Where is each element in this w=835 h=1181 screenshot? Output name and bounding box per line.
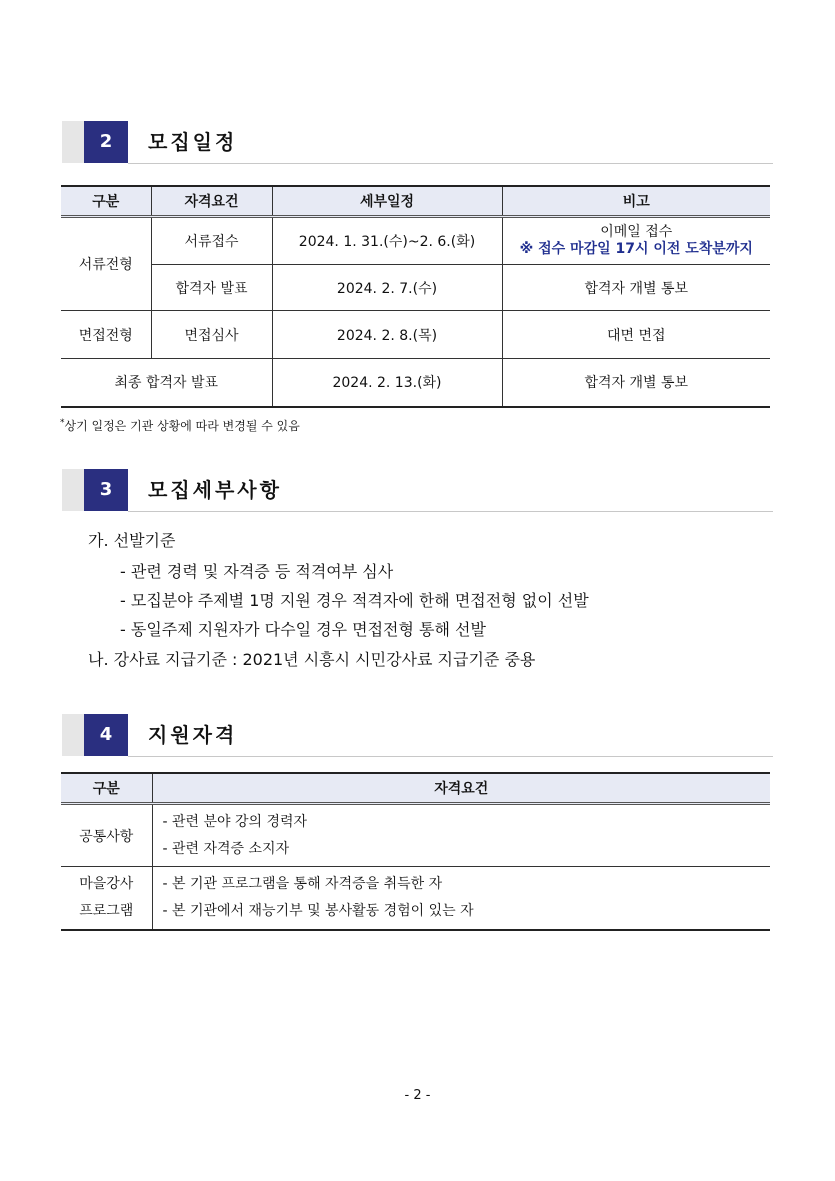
group-cell: 면접전형 <box>61 311 151 359</box>
date-cell: 2024. 2. 13.(화) <box>272 359 502 407</box>
table-row <box>61 804 770 867</box>
criteria-heading: 가. 선발기준 <box>88 531 176 550</box>
note-cell: 대면 면접 <box>502 311 770 359</box>
section-title: 지원자격 <box>148 723 238 747</box>
qual-item: - 본 기관에서 재능기부 및 봉사활동 경험이 있는 자 <box>162 902 474 919</box>
header-cell: 구분 <box>61 773 152 804</box>
qual-item: - 본 기관 프로그램을 통해 자격증을 취득한 자 <box>162 875 443 892</box>
category-line: 마을강사 <box>79 875 134 892</box>
section-number: 2 <box>84 121 128 163</box>
header-rule <box>128 163 773 164</box>
date-cell: 2024. 2. 8.(목) <box>272 311 502 359</box>
date-cell: 2024. 1. 31.(수)~2. 6.(화) <box>272 217 502 265</box>
header-cell: 세부일정 <box>272 186 502 217</box>
category-cell: 공통사항 <box>61 804 152 867</box>
section-title: 모집세부사항 <box>148 478 282 502</box>
note-cell <box>502 217 770 265</box>
section-header-details <box>62 469 773 511</box>
qualification-table <box>61 772 770 931</box>
table-row <box>61 265 770 311</box>
schedule-footnote <box>60 417 300 434</box>
note-cell: 합격자 개별 통보 <box>502 265 770 311</box>
req-cell: 서류접수 <box>151 217 272 265</box>
page-number: - 2 - <box>404 1088 431 1103</box>
section-header-schedule <box>62 121 773 163</box>
date-cell: 2024. 2. 7.(수) <box>272 265 502 311</box>
header-cell: 자격요건 <box>152 773 770 804</box>
category-cell <box>61 867 152 930</box>
final-label-cell: 최종 합격자 발표 <box>61 359 272 407</box>
header-accent <box>62 121 84 163</box>
qual-item: - 관련 분야 강의 경력자 <box>162 813 308 830</box>
section-number: 3 <box>84 469 128 511</box>
items-cell <box>152 867 770 930</box>
category-line: 프로그램 <box>79 902 134 919</box>
footnote-mark: * <box>60 418 65 428</box>
table-header-row <box>61 773 770 804</box>
group-cell: 서류전형 <box>61 217 151 311</box>
section-number: 4 <box>84 714 128 756</box>
footnote-text: 상기 일정은 기관 상황에 따라 변경될 수 있음 <box>64 419 300 433</box>
table-row <box>61 217 770 265</box>
table-row <box>61 359 770 407</box>
criteria-item: - 모집분야 주제별 1명 지원 경우 적격자에 한해 면접전형 없이 선발 <box>120 591 589 610</box>
schedule-table <box>61 185 770 408</box>
header-rule <box>128 511 773 512</box>
table-row <box>61 867 770 930</box>
header-accent <box>62 469 84 511</box>
section-header-qualifications <box>62 714 773 756</box>
criteria-item: - 관련 경력 및 자격증 등 적격여부 심사 <box>120 562 394 581</box>
header-cell: 자격요건 <box>151 186 272 217</box>
qual-item: - 관련 자격증 소지자 <box>162 840 290 857</box>
note-cell: 합격자 개별 통보 <box>502 359 770 407</box>
items-cell <box>152 804 770 867</box>
header-accent <box>62 714 84 756</box>
header-cell: 비고 <box>502 186 770 217</box>
fee-standard: 나. 강사료 지급기준 : 2021년 시흥시 시민강사료 지급기준 중용 <box>88 650 536 669</box>
req-cell: 합격자 발표 <box>151 265 272 311</box>
req-cell: 면접심사 <box>151 311 272 359</box>
section-title: 모집일정 <box>148 130 238 154</box>
header-cell: 구분 <box>61 186 151 217</box>
header-rule <box>128 756 773 757</box>
table-header-row <box>61 186 770 217</box>
table-row <box>61 311 770 359</box>
deadline-note: ※ 접수 마감일 17시 이전 도착분까지 <box>519 241 753 257</box>
criteria-item: - 동일주제 지원자가 다수일 경우 면접전형 통해 선발 <box>120 620 486 639</box>
note-line: 이메일 접수 <box>600 224 673 240</box>
